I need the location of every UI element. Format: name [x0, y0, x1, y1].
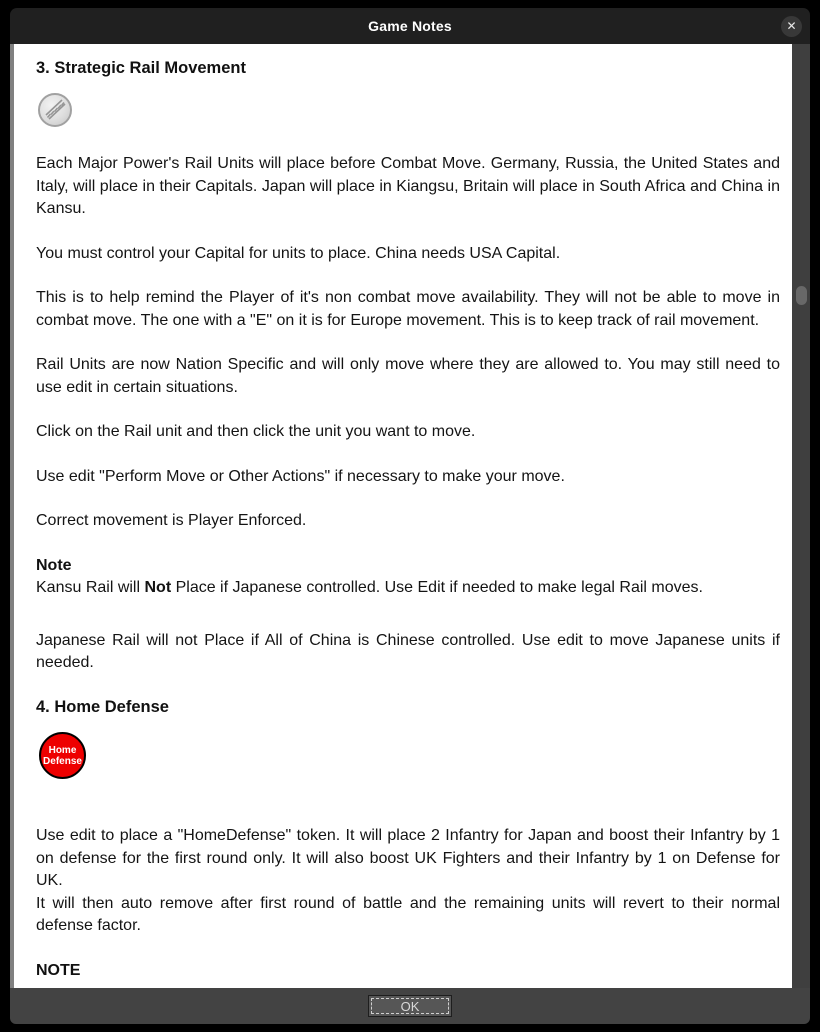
paragraph-capital-control: You must control your Capital for units to place. China needs USA Capital.: [36, 244, 561, 262]
paragraph-japanese-rail-note: Japanese Rail will not Place if All of China is Chinese controlled. Use edit to move Japanese units if needed.: [36, 631, 780, 672]
paragraph-home-defense-removal: It will then auto remove after first round of battle and the remaining units will revert to their normal defense factor.: [36, 894, 780, 935]
scrollbar-thumb[interactable]: [796, 286, 807, 305]
paragraph-perform-move-edit: Use edit "Perform Move or Other Actions" if necessary to make your move.: [36, 467, 565, 485]
spacer: [36, 600, 780, 630]
home-defense-token-line1: Home: [48, 744, 77, 756]
note-text-suffix: Place if Japanese controlled. Use Edit if needed to make legal Rail moves.: [171, 579, 703, 597]
window-title: Game Notes: [368, 18, 452, 34]
paragraph-kansu-rail-note: [36, 577, 780, 600]
paragraph-rail-placement: Each Major Power's Rail Units will place before Combat Move. Germany, Russia, the United States and Italy, will place in their Capitals. Japan will place in Kiangsu, Britain will place in South Africa and China in Kansu.: [36, 155, 780, 218]
paragraph-player-enforced: Correct movement is Player Enforced.: [36, 512, 307, 530]
section-heading-home-defense: 4. Home Defense: [36, 697, 169, 716]
home-defense-token-icon: [39, 732, 86, 779]
paragraph-nation-specific: Rail Units are now Nation Specific and will only move where they are allowed to. You may still need to use edit in certain situations.: [36, 356, 780, 396]
notes-document: [14, 44, 792, 988]
notes-scroll-pane[interactable]: [10, 44, 810, 988]
vertical-scrollbar[interactable]: [792, 44, 810, 988]
trailing-note-heading: NOTE: [36, 961, 81, 979]
ok-button-label: OK: [371, 998, 449, 1014]
section-heading-strategic-rail-movement: 3. Strategic Rail Movement: [36, 59, 246, 77]
home-defense-token-line2: Defense: [43, 755, 82, 767]
title-bar: [10, 8, 810, 44]
dialog-footer: [10, 988, 810, 1024]
ok-button[interactable]: [368, 995, 452, 1017]
close-icon[interactable]: ✕: [781, 16, 802, 37]
paragraph-click-instructions: Click on the Rail unit and then click the unit you want to move.: [36, 423, 476, 441]
spacer: [36, 135, 780, 153]
note-text-prefix: Kansu Rail will: [36, 579, 145, 597]
rail-token-icon: [38, 93, 72, 127]
note-heading: Note: [36, 556, 72, 574]
paragraph-noncombat-reminder: This is to help remind the Player of it's non combat move availability. They will not be able to move in combat move. The one with a "E" on it is for Europe movement. This is to keep track of rail movement.: [36, 289, 780, 329]
paragraph-home-defense-effects: Use edit to place a "HomeDefense" token. It will place 2 Infantry for Japan and boost their Infantry by 1 on defense for the first round only. It will also boost UK Fighters and their Infantry by 1 on Defense for UK.: [36, 827, 780, 890]
note-text-emphasis: Not: [144, 579, 172, 597]
spacer: [36, 789, 780, 825]
